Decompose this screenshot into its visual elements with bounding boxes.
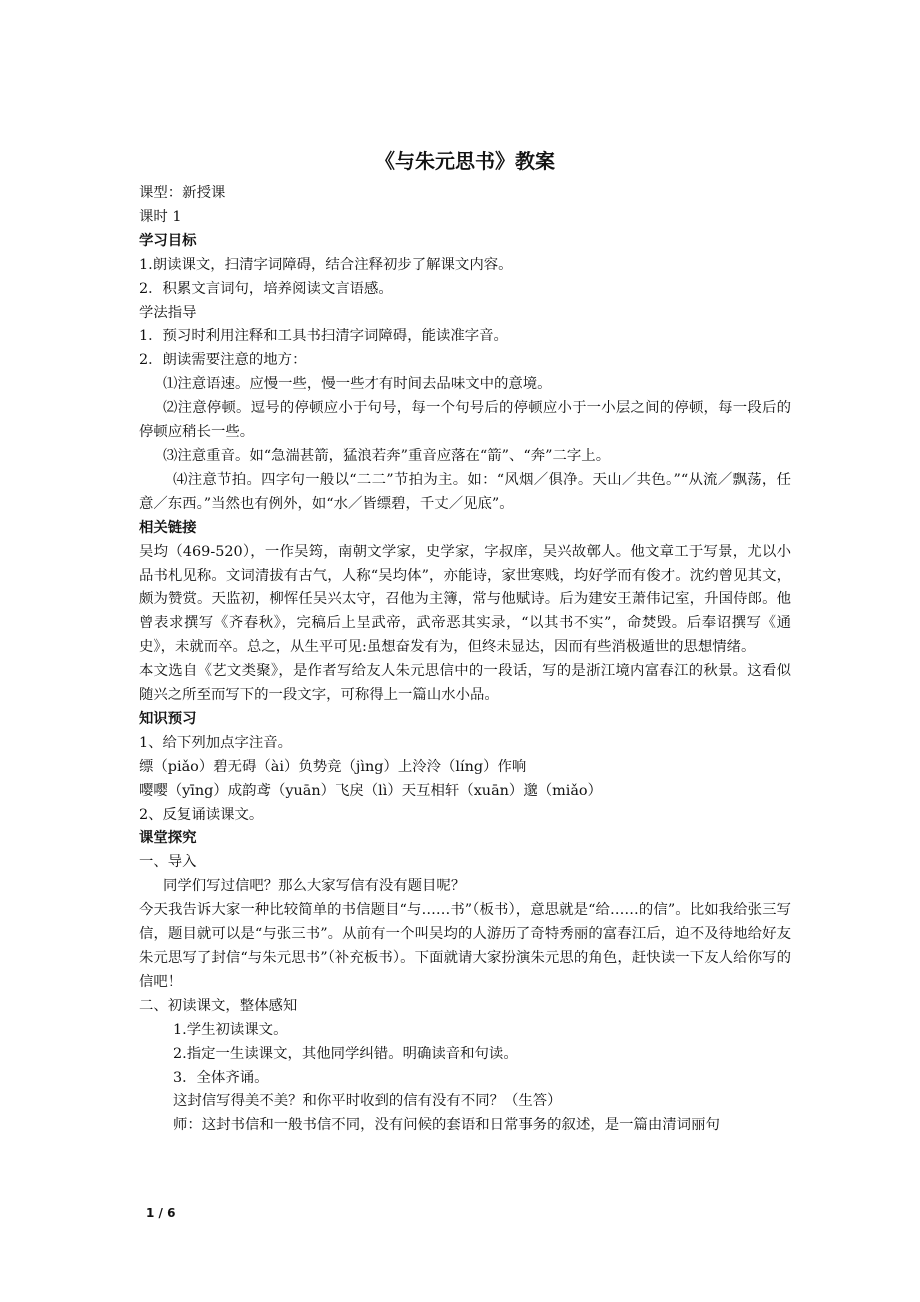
lesson-type: 课型：新授课: [139, 185, 226, 201]
author-bio-paragraph: 吴均（469-520），一作吴筠，南朝文学家，史学家，字叔庠，吴兴故鄣人。他文章工于写景，尤以小品书札见称。文词清拔有古气，人称“吴均体”，亦能诗，家世寒贱，均好学而有俊才。沈约曾见其文，颇为赞赏。天监初，柳恽任吴兴太守，召他为主簿，常与他赋诗。后为建安王萧伟记室，升国侍郎。他曾表求撰写《齐春秋》，完稿后上呈武帝，武帝恶其实录，“以其书不实”，命焚毁。后奉诏撰写《通史》，未就而卒。总之，从生平可见:虽想奋发有为，但终未显达，因而有些消极遁世的思想情绪。: [139, 543, 791, 656]
reading-tip: ⑶注意重音。如“急湍甚箭，猛浪若奔”重音应落在“箭”、“奔”二字上。: [163, 447, 611, 464]
source-paragraph: 本文选自《艺文类聚》，是作者写给友人朱元思信中的一段话，写的是浙江境内富春江的秋景。这看似随兴之所至而写下的一段文字，可称得上一篇山水小品。: [139, 663, 791, 704]
step-item: 3．全体齐诵。: [173, 1069, 269, 1086]
pinyin-line: 缥（piǎo）碧无碍（ài）负势竞（jìng）上泠泠（líng）作响: [139, 758, 527, 775]
teacher-line: 师：这封书信和一般书信不同，没有问候的套语和日常事务的叙述，是一篇由清词丽句: [173, 1117, 720, 1134]
page-number: 1 / 6: [146, 1206, 176, 1220]
step-heading: 一、导入: [139, 854, 197, 871]
section-heading-objectives: 学习目标: [139, 232, 197, 249]
objective-item: 1.朗读课文，扫清字词障碍，结合注释初步了解课文内容。: [139, 256, 513, 273]
section-heading-inquiry: 课堂探究: [139, 830, 197, 847]
objective-item: 2．积累文言词句，培养阅读文言语感。: [139, 280, 393, 297]
intro-paragraph: 今天我告诉大家一种比较简单的书信题目“与……书”（板书），意思就是“给……的信”。比如我给张三写信，题目就可以是“与张三书”。从前有一个叫吴均的人游历了奇特秀丽的富春江后，迫不及待地给好友朱元思写了封信“与朱元思书”（补充板书）。下面就请大家扮演朱元思的角色，赶快读一下友人给你写的信吧！: [139, 902, 791, 990]
section-heading-links: 相关链接: [139, 519, 197, 536]
section-heading-preview: 知识预习: [139, 710, 197, 727]
method-item: 2．朗读需要注意的地方：: [139, 352, 307, 369]
intro-line: 同学们写过信吧？那么大家写信有没有题目呢？: [163, 878, 466, 895]
step-heading: 二、初读课文，整体感知: [139, 997, 298, 1014]
reading-tip: ⑵注意停顿。逗号的停顿应小于句号，每一个句号后的停顿应小于一小层之间的停顿，每一段后的停顿应稍长一些。: [139, 400, 791, 441]
preview-item: 2、反复诵读课文。: [139, 806, 264, 823]
document-title: 《与朱元思书》教案: [375, 149, 555, 173]
section-heading-method: 学法指导: [139, 304, 197, 321]
question-line: 这封信写得美不美？和你平时收到的信有没有不同？（生答）: [173, 1093, 562, 1110]
lesson-period: 课时 1: [139, 208, 182, 225]
step-item: 2.指定一生读课文，其他同学纠错。明确读音和句读。: [173, 1045, 518, 1062]
method-item: 1．预习时利用注释和工具书扫清字词障碍，能读准字音。: [139, 328, 508, 345]
preview-item: 1、给下列加点字注音。: [139, 734, 293, 751]
step-item: 1.学生初读课文。: [173, 1021, 288, 1038]
reading-tip: ⑷注意节拍。四字句一般以“二二”节拍为主。如：“风烟／俱净。天山／共色。”“从流／飘荡，任意／东西。”当然也有例外，如“水／皆缥碧，千丈／见底”。: [139, 471, 791, 512]
reading-tip: ⑴注意语速。应慢一些，慢一些才有时间去品味文中的意境。: [163, 376, 552, 393]
document-body: [139, 146, 791, 1138]
pinyin-line: 嘤嘤（yīng）成韵鸢（yuān）飞戾（lì）天互相轩（xuān）邈（miǎo）: [139, 782, 602, 799]
